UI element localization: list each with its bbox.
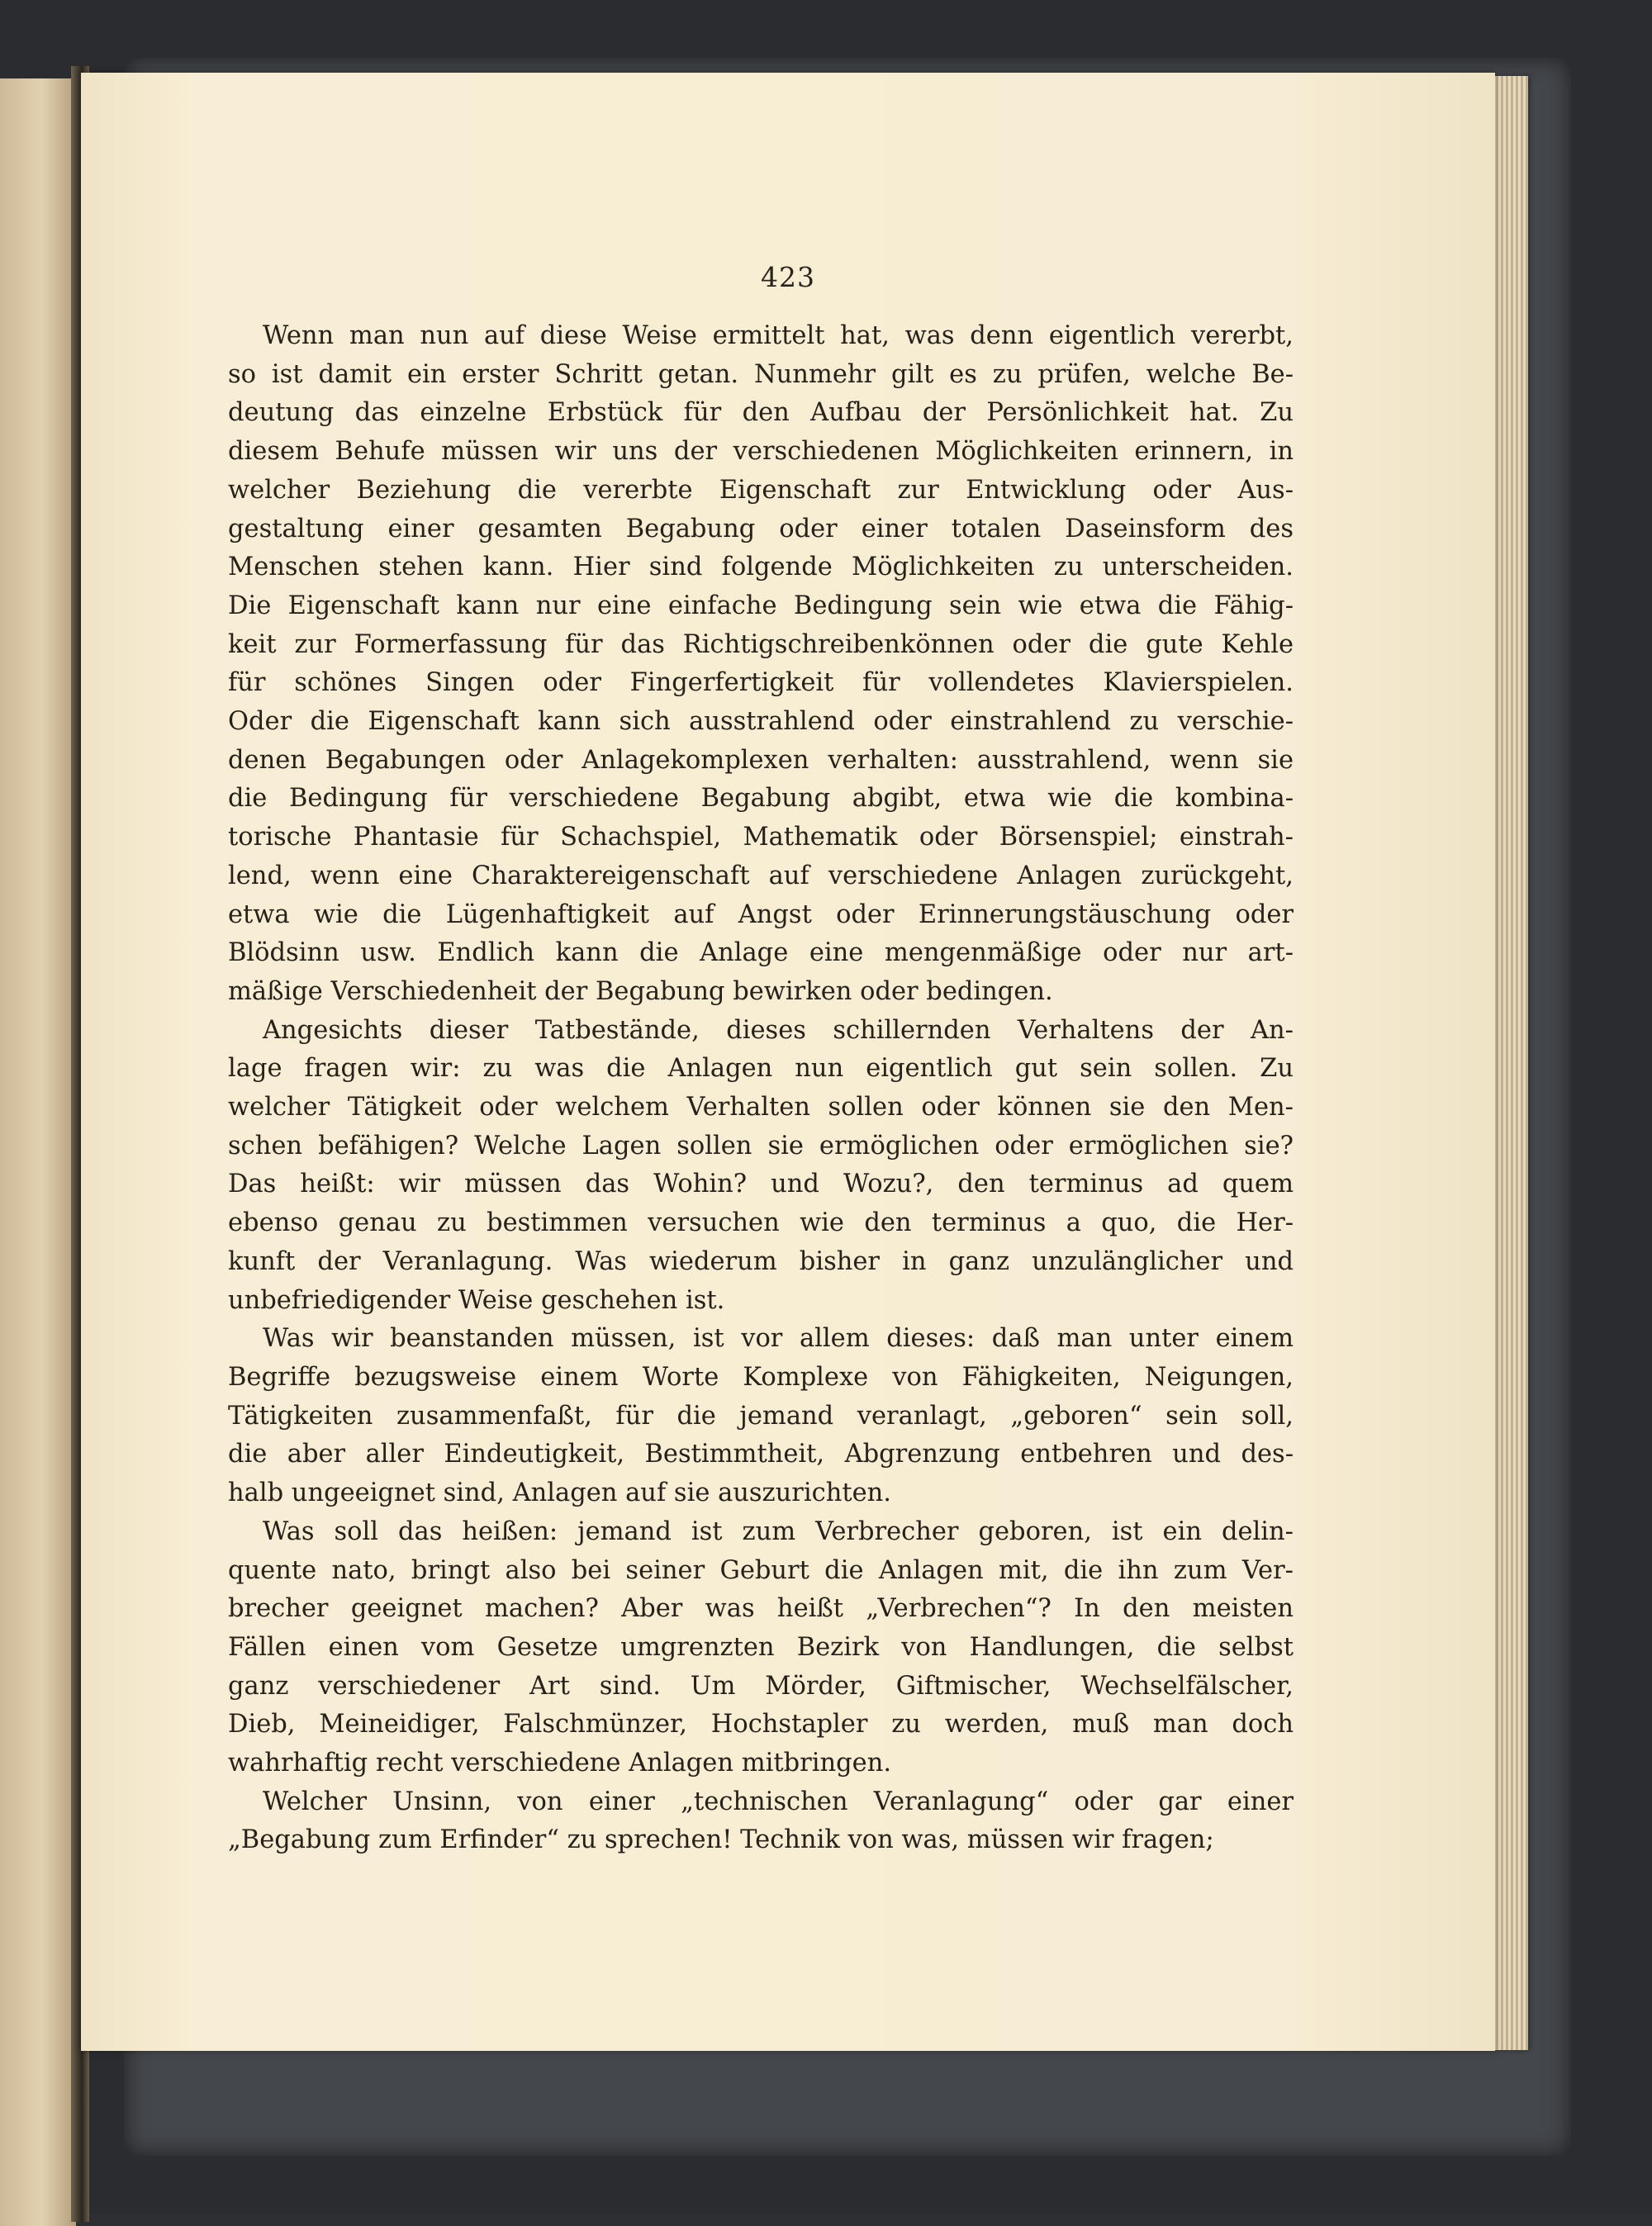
text-line: „Begabung zum Erfinder“ zu sprechen! Technik von was, müssen wir fragen; <box>228 1825 1214 1855</box>
paragraph <box>228 1012 1294 1321</box>
text-line: Die Eigenschaft kann nur eine einfache Bedingung sein wie etwa die Fähig- <box>228 591 1294 620</box>
left-page-edge <box>0 78 76 2226</box>
text-line: torische Phantasie für Schachspiel, Mathematik oder Börsenspiel; einstrah- <box>228 823 1294 852</box>
text-line: quente nato, bringt also bei seiner Geburt die Anlagen mit, die ihn zum Ver- <box>228 1555 1294 1585</box>
text-line: Oder die Eigenschaft kann sich ausstrahlend oder einstrahlend zu verschie- <box>228 707 1294 737</box>
text-line: ganz verschiedener Art sind. Um Mörder, Giftmischer, Wechselfälscher, <box>228 1671 1294 1701</box>
text-line: brecher geeignet machen? Aber was heißt „Verbrechen“? In den meisten <box>228 1594 1294 1624</box>
text-line: die aber aller Eindeutigkeit, Bestimmtheit, Abgrenzung entbehren und des- <box>228 1440 1294 1469</box>
text-line: Angesichts dieser Tatbestände, dieses schillernden Verhaltens der An- <box>263 1015 1294 1045</box>
text-line: Welcher Unsinn, von einer „technischen Veranlagung“ oder gar einer <box>263 1787 1294 1816</box>
text-line: kunft der Veranlagung. Was wiederum bisher in ganz unzulänglicher und <box>228 1246 1294 1276</box>
paragraph <box>228 1783 1294 1860</box>
paragraph <box>228 1513 1294 1783</box>
text-line: diesem Behufe müssen wir uns der verschiedenen Möglichkeiten erinnern, in <box>228 437 1294 467</box>
text-line: ebenso genau zu bestimmen versuchen wie den terminus a quo, die Her- <box>228 1208 1294 1238</box>
text-line: gestaltung einer gesamten Begabung oder einer totalen Daseinsform des <box>228 514 1294 543</box>
book-page <box>81 73 1495 2051</box>
page-number: 423 <box>761 261 815 293</box>
paragraph <box>228 317 1294 1012</box>
text-line: deutung das einzelne Erbstück für den Aufbau der Persönlichkeit hat. Zu <box>228 398 1294 428</box>
text-line: Das heißt: wir müssen das Wohin? und Wozu?, den terminus ad quem <box>228 1170 1294 1199</box>
text-line: für schönes Singen oder Fingerfertigkeit für vollendetes Klavierspielen. <box>228 668 1294 698</box>
text-line: Blödsinn usw. Endlich kann die Anlage eine mengenmäßige oder nur art- <box>228 938 1294 968</box>
text-line: Begriffe bezugsweise einem Worte Komplexe von Fähigkeiten, Neigungen, <box>228 1362 1294 1392</box>
text-line: Tätigkeiten zusammenfaßt, für die jemand veranlagt, „geboren“ sein soll, <box>228 1401 1294 1431</box>
text-line: welcher Tätigkeit oder welchem Verhalten sollen oder können sie den Men- <box>228 1093 1294 1122</box>
text-line: lend, wenn eine Charaktereigenschaft auf verschiedene Anlagen zurückgeht, <box>228 861 1294 890</box>
text-line: schen befähigen? Welche Lagen sollen sie ermöglichen oder ermöglichen sie? <box>228 1131 1294 1160</box>
text-line: Menschen stehen kann. Hier sind folgende Möglichkeiten zu unterscheiden. <box>228 553 1294 582</box>
text-line: denen Begabungen oder Anlagekomplexen verhalten: ausstrahlend, wenn sie <box>228 745 1294 775</box>
text-line: mäßige Verschiedenheit der Begabung bewirken oder bedingen. <box>228 976 1053 1006</box>
paragraph <box>228 1320 1294 1513</box>
text-line: unbefriedigender Weise geschehen ist. <box>228 1285 725 1315</box>
text-line: halb ungeeignet sind, Anlagen auf sie auszurichten. <box>228 1478 891 1508</box>
text-line: welcher Beziehung die vererbte Eigenschaft zur Entwicklung oder Aus- <box>228 475 1294 505</box>
text-line: Was wir beanstanden müssen, ist vor allem dieses: daß man unter einem <box>263 1324 1294 1354</box>
text-line: so ist damit ein erster Schritt getan. Nunmehr gilt es zu prüfen, welche Be- <box>228 359 1294 389</box>
text-line: Dieb, Meineidiger, Falschmünzer, Hochstapler zu werden, muß man doch <box>228 1710 1294 1740</box>
text-line: die Bedingung für verschiedene Begabung abgibt, etwa wie die kombina- <box>228 784 1294 814</box>
body-text <box>228 317 1294 1860</box>
text-line: wahrhaftig recht verschiedene Anlagen mitbringen. <box>228 1749 892 1778</box>
text-line: keit zur Formerfassung für das Richtigschreibenkönnen oder die gute Kehle <box>228 629 1294 659</box>
page-edges <box>1493 76 1528 2050</box>
text-line: etwa wie die Lügenhaftigkeit auf Angst oder Erinnerungstäuschung oder <box>228 899 1294 929</box>
text-line: Was soll das heißen: jemand ist zum Verbrecher geboren, ist ein delin- <box>263 1516 1294 1546</box>
text-line: Wenn man nun auf diese Weise ermittelt hat, was denn eigentlich vererbt, <box>263 321 1294 350</box>
text-line: Fällen einen vom Gesetze umgrenzten Bezirk von Handlungen, die selbst <box>228 1632 1294 1662</box>
text-line: lage fragen wir: zu was die Anlagen nun eigentlich gut sein sollen. Zu <box>228 1054 1294 1084</box>
